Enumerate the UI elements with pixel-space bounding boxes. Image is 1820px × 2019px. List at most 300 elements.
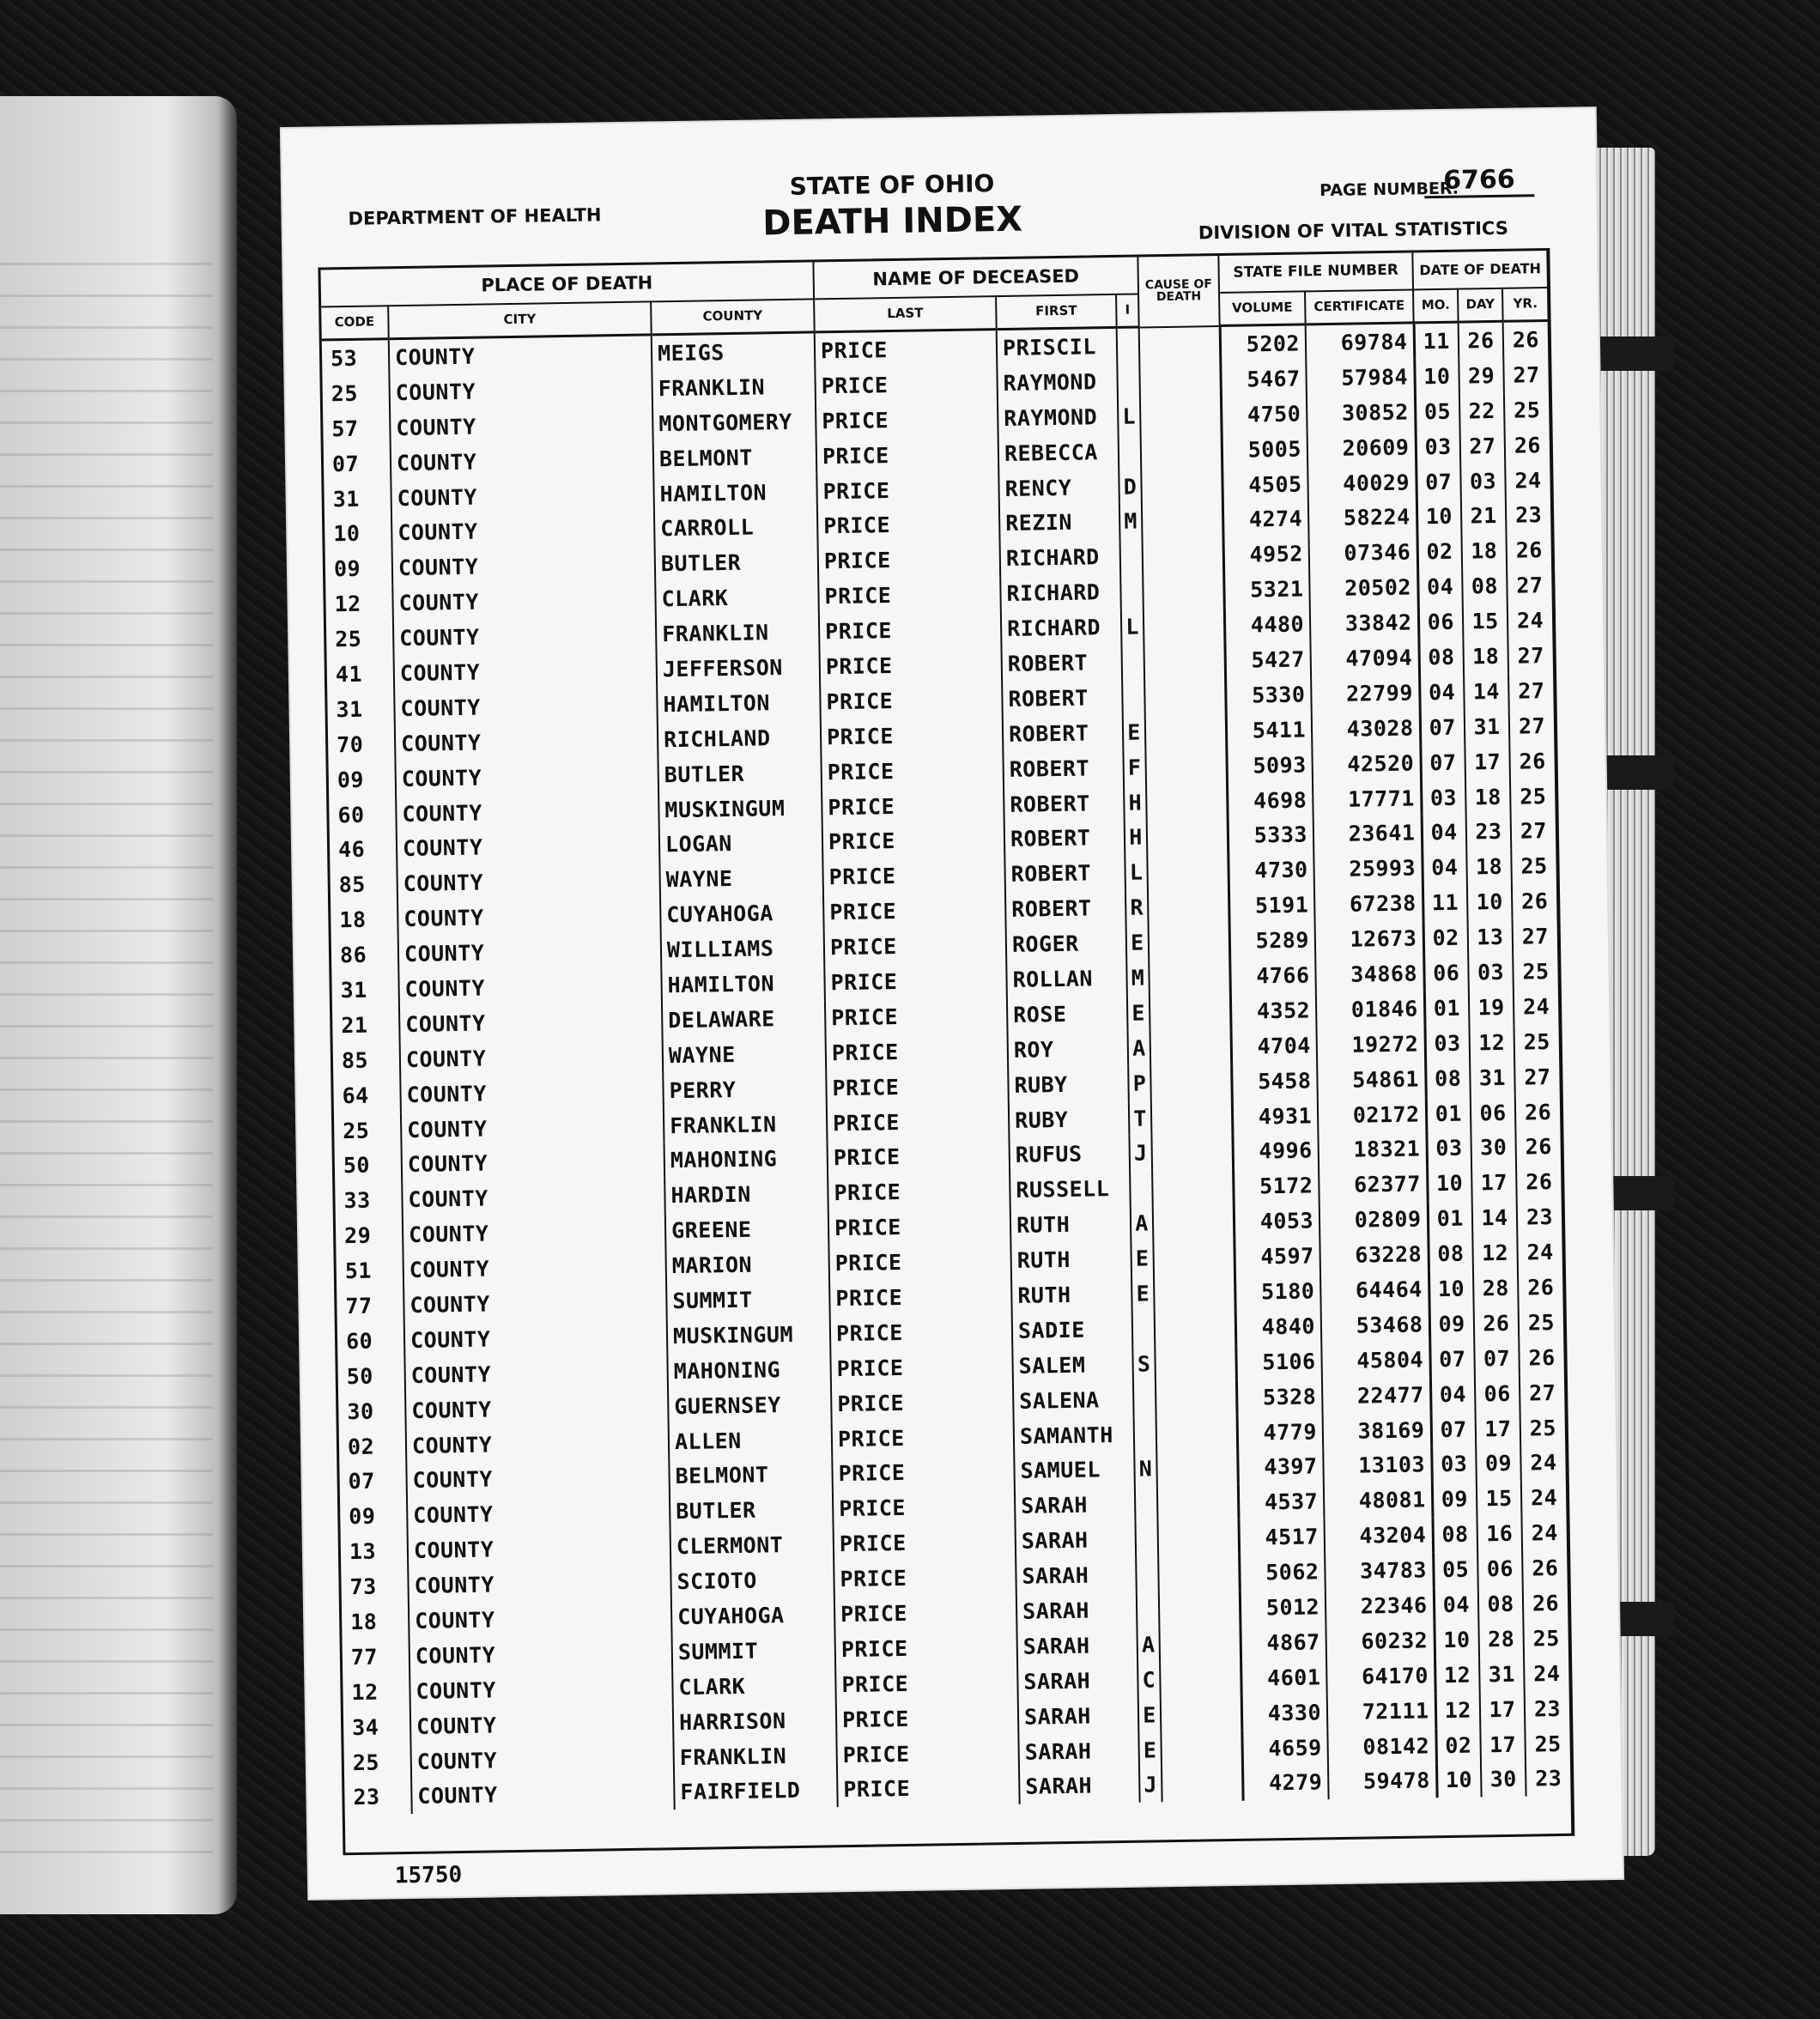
cell-first-name: RAYMOND xyxy=(998,399,1119,436)
cell-last-name: PRICE xyxy=(832,1419,1015,1457)
group-place-of-death: PLACE OF DEATH xyxy=(320,262,814,306)
cell-day: 30 xyxy=(1471,1130,1516,1166)
cell-code: 77 xyxy=(345,1293,373,1319)
cell-county: CUYAHOGA xyxy=(671,1597,835,1634)
cell-first-name: RUBY xyxy=(1008,1065,1129,1102)
cell-year: 27 xyxy=(1503,357,1549,393)
col-first: FIRST xyxy=(996,294,1117,330)
cell-volume: 5289 xyxy=(1229,922,1316,958)
cell-month: 09 xyxy=(1429,1306,1475,1342)
cell-county: MONTGOMERY xyxy=(652,403,816,441)
cell-first-name: ROBERT xyxy=(1001,645,1122,682)
cell-initial xyxy=(1132,1311,1156,1346)
cell-volume: 4840 xyxy=(1235,1308,1322,1344)
cell-year: 24 xyxy=(1521,1480,1567,1516)
cell-last-name: PRICE xyxy=(826,1033,1009,1070)
cell-cause xyxy=(1160,1661,1241,1697)
cell-initial: J xyxy=(1129,1136,1152,1171)
cell-first-name: SARAH xyxy=(1015,1487,1136,1524)
cell-volume: 4659 xyxy=(1241,1730,1328,1766)
cell-day: 14 xyxy=(1464,674,1509,710)
cell-volume: 4952 xyxy=(1223,537,1310,573)
cell-initial xyxy=(1119,434,1142,469)
cell-month: 04 xyxy=(1422,815,1467,851)
group-name-of-deceased: NAME OF DECEASED xyxy=(813,257,1138,299)
cell-code: 25 xyxy=(331,380,359,407)
cell-initial: J xyxy=(1139,1767,1162,1803)
cell-day: 06 xyxy=(1475,1375,1520,1411)
cell-county: SUMMIT xyxy=(666,1281,830,1319)
cell-county: CARROLL xyxy=(654,509,818,547)
cell-code: 30 xyxy=(347,1398,374,1424)
cell-county: MAHONING xyxy=(667,1351,831,1389)
cell-initial: L xyxy=(1118,398,1141,434)
cell-initial: E xyxy=(1127,995,1150,1030)
cell-first-name: RENCY xyxy=(998,469,1119,506)
cell-last-name: PRICE xyxy=(818,541,1001,579)
cell-initial: F xyxy=(1123,749,1146,785)
state-label: STATE OF OHIO xyxy=(789,169,995,201)
cell-day: 08 xyxy=(1462,568,1508,604)
cell-year: 27 xyxy=(1509,708,1555,744)
cell-county: PERRY xyxy=(663,1070,827,1108)
cell-volume: 4053 xyxy=(1234,1204,1320,1240)
cell-certificate: 20502 xyxy=(1309,570,1418,607)
cell-county: BUTLER xyxy=(655,544,819,582)
cell-initial: C xyxy=(1138,1662,1161,1697)
cell-first-name: ROBERT xyxy=(1004,785,1125,822)
cell-volume: 5458 xyxy=(1231,1063,1318,1099)
cell-cause xyxy=(1149,959,1230,995)
cell-county: CUYAHOGA xyxy=(660,895,824,933)
cell-volume: 4597 xyxy=(1234,1238,1320,1274)
cell-cause xyxy=(1144,608,1225,644)
cell-initial xyxy=(1121,644,1144,679)
cell-month: 07 xyxy=(1429,1341,1475,1377)
cell-city: COUNTY xyxy=(403,1214,666,1253)
cell-initial: E xyxy=(1131,1241,1154,1276)
cell-year: 25 xyxy=(1510,779,1556,815)
cell-month: 07 xyxy=(1420,709,1465,745)
cell-city: COUNTY xyxy=(410,1740,674,1780)
cell-day: 17 xyxy=(1480,1726,1526,1762)
col-day: DAY xyxy=(1458,288,1503,322)
cell-day: 15 xyxy=(1463,603,1508,640)
cell-county: WAYNE xyxy=(659,860,823,898)
cell-month: 02 xyxy=(1417,534,1462,570)
cell-code: 73 xyxy=(349,1573,377,1600)
cell-code: 33 xyxy=(343,1187,371,1214)
cell-initial: A xyxy=(1137,1627,1160,1662)
cell-cause xyxy=(1156,1380,1237,1416)
death-index-page xyxy=(282,108,1623,1899)
cell-code: 77 xyxy=(350,1644,379,1670)
cell-day: 07 xyxy=(1474,1341,1520,1377)
cell-volume: 5180 xyxy=(1235,1273,1321,1309)
cell-certificate: 58224 xyxy=(1308,500,1417,537)
cell-first-name: ROBERT xyxy=(1003,715,1124,752)
cell-month: 04 xyxy=(1417,569,1463,605)
cell-year: 27 xyxy=(1508,673,1554,709)
cell-first-name: PRISCIL xyxy=(997,327,1118,366)
cell-day: 17 xyxy=(1465,743,1510,779)
cell-certificate: 40029 xyxy=(1307,464,1417,501)
cell-county: WAYNE xyxy=(663,1035,827,1073)
cell-county: CLERMONT xyxy=(670,1527,834,1565)
cell-county: FRANKLIN xyxy=(656,615,820,652)
cell-cause xyxy=(1146,784,1228,820)
cell-initial: S xyxy=(1132,1346,1156,1381)
cell-month: 07 xyxy=(1416,464,1461,500)
cell-first-name: ROBERT xyxy=(1004,820,1125,857)
cell-city: COUNTY xyxy=(395,722,658,761)
cell-day: 09 xyxy=(1476,1446,1521,1482)
cell-volume: 5202 xyxy=(1220,324,1307,362)
cell-cause xyxy=(1150,1064,1232,1100)
col-initial: I xyxy=(1116,294,1139,327)
cell-last-name: PRICE xyxy=(836,1700,1019,1737)
cell-month: 11 xyxy=(1414,322,1459,359)
cell-month: 02 xyxy=(1423,920,1469,956)
cell-initial: M xyxy=(1126,960,1150,995)
cell-city: COUNTY xyxy=(392,547,656,586)
cell-volume: 4996 xyxy=(1232,1133,1319,1169)
cell-certificate: 62377 xyxy=(1319,1167,1428,1204)
cell-month: 10 xyxy=(1436,1762,1482,1798)
cell-city: COUNTY xyxy=(390,406,653,446)
cell-cause xyxy=(1147,818,1228,854)
cell-code: 18 xyxy=(350,1609,378,1635)
cell-year: 26 xyxy=(1515,1094,1561,1130)
cell-volume: 4397 xyxy=(1237,1449,1324,1485)
cell-day: 26 xyxy=(1474,1306,1520,1342)
cell-county: MAHONING xyxy=(664,1141,828,1179)
cell-initial: T xyxy=(1129,1100,1152,1136)
cell-county: DELAWARE xyxy=(662,1000,826,1038)
cell-city: COUNTY xyxy=(402,1143,665,1183)
cell-volume: 5333 xyxy=(1228,817,1314,853)
cell-last-name: PRICE xyxy=(824,962,1007,1000)
cell-certificate: 72111 xyxy=(1327,1693,1436,1730)
cell-first-name: RUFUS xyxy=(1009,1136,1130,1173)
cell-last-name: PRICE xyxy=(820,682,1003,719)
cell-first-name: REZIN xyxy=(999,504,1120,541)
cell-city: COUNTY xyxy=(393,616,657,656)
page-title: DEATH INDEX xyxy=(761,199,1023,244)
cell-county: MEIGS xyxy=(652,332,816,371)
cell-initial xyxy=(1135,1487,1158,1522)
cell-initial xyxy=(1117,363,1140,398)
cell-code: 31 xyxy=(336,696,363,723)
cell-initial xyxy=(1130,1171,1153,1206)
cell-last-name: PRICE xyxy=(834,1629,1017,1667)
cell-month: 04 xyxy=(1422,850,1467,886)
cell-first-name: ROBERT xyxy=(1002,680,1123,717)
cell-year: 26 xyxy=(1518,1270,1563,1306)
page-number-label: PAGE NUMBER: xyxy=(1320,179,1459,201)
cell-certificate: 59478 xyxy=(1328,1763,1437,1800)
cell-county: MARION xyxy=(665,1246,829,1283)
cell-certificate: 67238 xyxy=(1314,886,1423,923)
cell-code: 85 xyxy=(341,1047,369,1073)
cell-day: 26 xyxy=(1459,321,1504,358)
cell-volume: 5093 xyxy=(1226,747,1313,783)
cell-certificate: 60232 xyxy=(1326,1622,1435,1659)
cell-year: 27 xyxy=(1514,1059,1560,1095)
cell-day: 13 xyxy=(1468,919,1514,955)
cell-volume: 4750 xyxy=(1221,396,1307,432)
cell-code: 25 xyxy=(352,1749,380,1775)
cell-cause xyxy=(1139,362,1221,398)
cell-volume: 5172 xyxy=(1233,1168,1320,1204)
cell-initial: R xyxy=(1125,890,1149,925)
cell-volume: 5012 xyxy=(1240,1589,1326,1625)
cell-day: 31 xyxy=(1465,709,1510,745)
cell-volume: 4517 xyxy=(1238,1519,1325,1555)
division-label: DIVISION OF VITAL STATISTICS xyxy=(1198,217,1509,244)
cell-last-name: PRICE xyxy=(829,1278,1012,1316)
cell-certificate: 02809 xyxy=(1320,1202,1429,1239)
cell-cause xyxy=(1139,326,1221,364)
cell-cause xyxy=(1162,1766,1243,1802)
cell-day: 08 xyxy=(1478,1586,1524,1622)
cell-first-name: RUSSELL xyxy=(1010,1171,1131,1208)
cell-last-name: PRICE xyxy=(833,1488,1016,1526)
cell-city: COUNTY xyxy=(394,652,658,691)
cell-certificate: 45804 xyxy=(1321,1342,1430,1379)
cell-volume: 5062 xyxy=(1239,1554,1326,1590)
cell-first-name: REBECCA xyxy=(998,434,1119,471)
cell-cause xyxy=(1149,924,1230,960)
cell-year: 27 xyxy=(1511,813,1556,849)
cell-city: COUNTY xyxy=(398,967,662,1007)
cell-year: 23 xyxy=(1506,497,1551,533)
cell-year: 25 xyxy=(1519,1305,1564,1341)
cell-day: 21 xyxy=(1461,498,1507,534)
cell-last-name: PRICE xyxy=(819,611,1002,649)
cell-county: BELMONT xyxy=(669,1457,833,1495)
cell-day: 28 xyxy=(1473,1270,1519,1307)
cell-city: COUNTY xyxy=(400,1073,664,1113)
cell-year: 25 xyxy=(1525,1725,1570,1761)
cell-initial: M xyxy=(1119,504,1143,539)
cell-code: 57 xyxy=(331,415,359,441)
cell-volume: 5191 xyxy=(1228,888,1315,924)
cell-year: 26 xyxy=(1512,883,1557,919)
cell-initial: E xyxy=(1123,714,1146,749)
cell-year: 24 xyxy=(1514,989,1559,1025)
cell-day: 03 xyxy=(1460,463,1506,499)
cell-county: MUSKINGUM xyxy=(658,790,822,828)
cell-day: 28 xyxy=(1478,1622,1524,1658)
cell-city: COUNTY xyxy=(397,898,661,937)
cell-month: 03 xyxy=(1424,1025,1470,1061)
cell-last-name: PRICE xyxy=(818,576,1001,614)
cell-certificate: 48081 xyxy=(1324,1482,1433,1519)
cell-cause xyxy=(1140,397,1222,434)
cell-first-name: SARAH xyxy=(1016,1592,1138,1629)
cell-county: HARDIN xyxy=(664,1176,828,1214)
cell-certificate: 34783 xyxy=(1325,1552,1434,1589)
cell-day: 27 xyxy=(1460,427,1506,464)
cell-certificate: 54861 xyxy=(1317,1061,1426,1098)
cell-volume: 4352 xyxy=(1230,992,1317,1028)
cell-code: 51 xyxy=(344,1258,373,1284)
cell-county: HAMILTON xyxy=(653,474,817,512)
cell-last-name: PRICE xyxy=(825,997,1008,1035)
cell-day: 23 xyxy=(1466,814,1512,850)
cell-certificate: 12673 xyxy=(1315,921,1424,958)
cell-code: 86 xyxy=(339,942,367,968)
cell-certificate: 43028 xyxy=(1312,710,1421,747)
cell-county: GREENE xyxy=(665,1211,829,1249)
cell-initial xyxy=(1137,1592,1160,1627)
cell-first-name: ROBERT xyxy=(1003,750,1124,787)
col-volume: VOLUME xyxy=(1219,291,1306,325)
cell-cause xyxy=(1158,1555,1240,1592)
cell-month: 01 xyxy=(1424,990,1470,1026)
cell-cause xyxy=(1152,1169,1234,1205)
cell-certificate: 69784 xyxy=(1306,323,1415,361)
cell-code: 31 xyxy=(332,486,361,512)
cell-day: 31 xyxy=(1470,1059,1515,1095)
cell-month: 05 xyxy=(1433,1552,1478,1588)
cell-cause xyxy=(1141,468,1222,504)
page-number: 6766 xyxy=(1424,164,1535,198)
cell-initial: A xyxy=(1131,1206,1154,1241)
cell-cause xyxy=(1150,1029,1232,1065)
cell-year: 24 xyxy=(1508,603,1553,639)
cell-certificate: 42520 xyxy=(1312,745,1421,782)
cell-initial: L xyxy=(1121,609,1144,645)
cell-city: COUNTY xyxy=(389,335,652,375)
cell-code: 29 xyxy=(343,1222,372,1249)
cell-city: COUNTY xyxy=(403,1283,667,1323)
cell-day: 30 xyxy=(1481,1761,1526,1798)
cell-county: FRANKLIN xyxy=(664,1106,828,1143)
cell-county: MUSKINGUM xyxy=(667,1316,831,1354)
cell-city: COUNTY xyxy=(396,792,659,832)
cell-year: 25 xyxy=(1511,848,1556,884)
cell-code: 25 xyxy=(343,1118,370,1143)
cell-first-name: ROBERT xyxy=(1005,890,1126,927)
cell-initial xyxy=(1122,679,1145,714)
cell-volume: 4779 xyxy=(1237,1414,1324,1450)
cell-last-name: PRICE xyxy=(819,646,1002,684)
cell-first-name: RAYMOND xyxy=(997,364,1118,401)
col-month: MO. xyxy=(1413,289,1459,323)
cell-county: HARRISON xyxy=(673,1702,837,1740)
cell-last-name: PRICE xyxy=(823,892,1006,930)
cell-initial xyxy=(1117,327,1140,364)
cell-certificate: 02172 xyxy=(1318,1096,1427,1133)
cell-city: COUNTY xyxy=(407,1495,670,1534)
cell-last-name: PRICE xyxy=(832,1453,1015,1491)
cell-cause xyxy=(1153,1204,1235,1240)
cell-first-name: SAMUEL xyxy=(1014,1452,1135,1488)
cell-first-name: SARAH xyxy=(1017,1663,1138,1700)
cell-month: 10 xyxy=(1429,1271,1474,1307)
cell-city: COUNTY xyxy=(389,371,652,410)
cell-county: SCIOTO xyxy=(670,1561,834,1599)
cell-year: 25 xyxy=(1504,392,1550,428)
cell-first-name: SARAH xyxy=(1016,1628,1138,1664)
cell-last-name: PRICE xyxy=(817,506,1000,544)
cell-year: 26 xyxy=(1515,1129,1561,1165)
cell-certificate: 22799 xyxy=(1311,675,1420,712)
cell-last-name: PRICE xyxy=(834,1524,1016,1561)
cell-city: COUNTY xyxy=(411,1775,675,1815)
cell-day: 16 xyxy=(1477,1516,1522,1552)
cell-first-name: RUBY xyxy=(1009,1100,1130,1137)
cell-county: HAMILTON xyxy=(657,684,821,722)
cell-volume: 4601 xyxy=(1241,1659,1327,1695)
cell-code: 53 xyxy=(330,345,358,372)
cell-certificate: 30852 xyxy=(1307,394,1416,431)
cell-cause xyxy=(1144,678,1226,714)
cell-certificate: 64170 xyxy=(1326,1658,1435,1695)
cell-city: COUNTY xyxy=(391,476,654,516)
cell-certificate: 53468 xyxy=(1321,1307,1430,1343)
cell-last-name: PRICE xyxy=(830,1313,1013,1351)
cell-month: 03 xyxy=(1416,428,1461,464)
cell-last-name: PRICE xyxy=(834,1594,1017,1632)
cell-day: 15 xyxy=(1477,1481,1522,1517)
cell-month: 10 xyxy=(1434,1622,1479,1658)
cell-cause xyxy=(1155,1310,1236,1346)
cell-city: COUNTY xyxy=(399,1003,663,1042)
cell-certificate: 64464 xyxy=(1320,1271,1429,1308)
cell-code: 13 xyxy=(349,1538,377,1565)
cell-year: 25 xyxy=(1520,1410,1566,1446)
cell-day: 18 xyxy=(1466,849,1512,885)
cell-volume: 5467 xyxy=(1220,361,1307,397)
footer-number: 15750 xyxy=(394,1862,463,1889)
cell-month: 07 xyxy=(1431,1411,1477,1447)
cell-first-name: RICHARD xyxy=(1001,609,1122,646)
cell-year: 25 xyxy=(1514,1024,1559,1060)
cell-initial: E xyxy=(1126,925,1150,961)
cell-code: 09 xyxy=(333,556,361,582)
cell-city: COUNTY xyxy=(406,1459,670,1499)
cell-volume: 5328 xyxy=(1236,1379,1323,1415)
cell-year: 26 xyxy=(1516,1164,1562,1200)
cell-last-name: PRICE xyxy=(815,366,998,403)
cell-first-name: ROBERT xyxy=(1004,855,1125,892)
cell-last-name: PRICE xyxy=(837,1769,1020,1807)
cell-year: 27 xyxy=(1507,567,1552,603)
cell-cause xyxy=(1142,502,1223,538)
cell-year: 25 xyxy=(1523,1621,1568,1657)
cell-city: COUNTY xyxy=(391,512,655,551)
cell-city: COUNTY xyxy=(397,828,660,867)
cell-year: 26 xyxy=(1506,532,1551,568)
cell-certificate: 08142 xyxy=(1327,1728,1436,1765)
cell-county: WILLIAMS xyxy=(661,930,825,967)
cell-city: COUNTY xyxy=(410,1670,673,1709)
cell-last-name: PRICE xyxy=(824,927,1007,965)
cell-city: COUNTY xyxy=(404,1319,668,1358)
cell-first-name: SAMANTH xyxy=(1014,1416,1135,1453)
cell-city: COUNTY xyxy=(403,1248,666,1288)
cell-cause xyxy=(1156,1415,1238,1451)
cell-first-name: ROY xyxy=(1008,1031,1129,1068)
cell-county: RICHLAND xyxy=(658,719,822,757)
cell-certificate: 22346 xyxy=(1326,1587,1435,1624)
cell-certificate: 07346 xyxy=(1309,535,1418,572)
cell-day: 17 xyxy=(1480,1691,1526,1727)
cell-day: 06 xyxy=(1471,1094,1516,1131)
